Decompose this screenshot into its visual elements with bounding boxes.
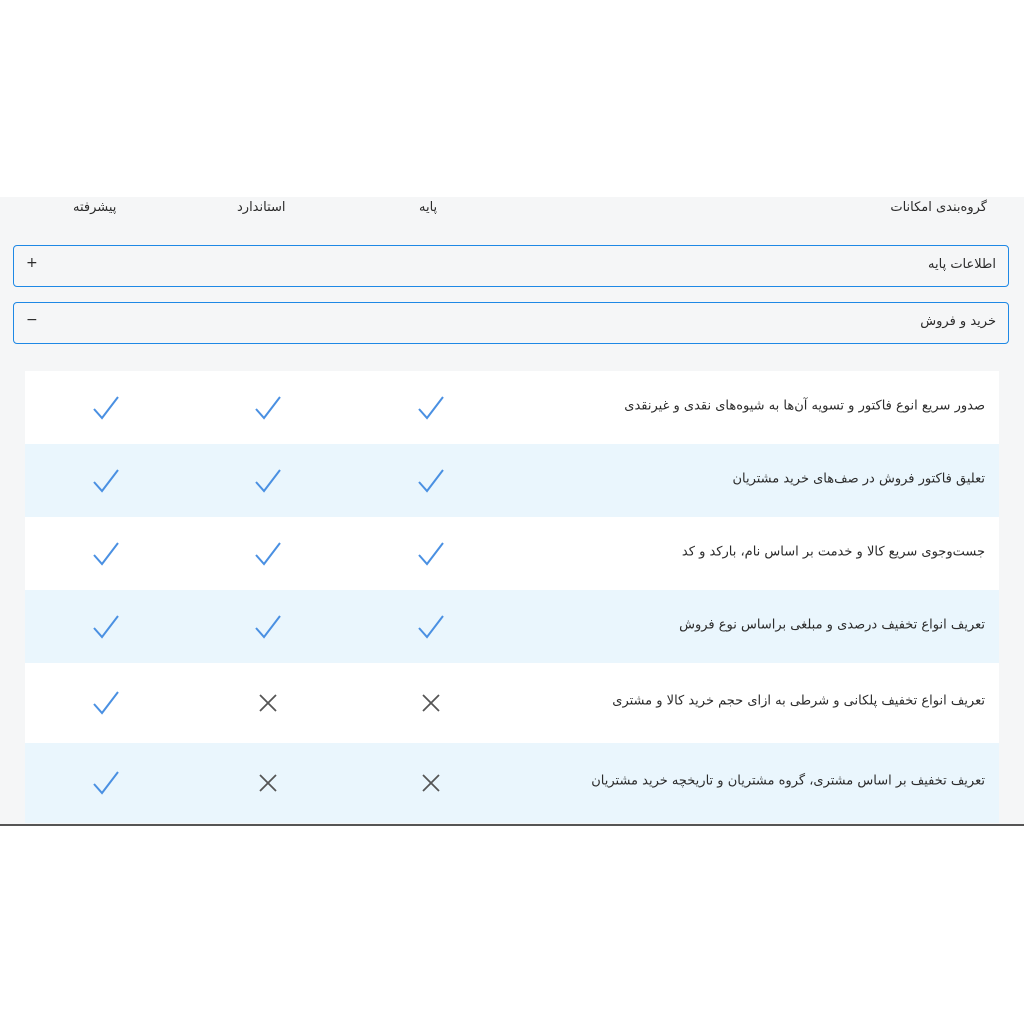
cross-icon <box>254 689 282 717</box>
feature-row <box>25 444 999 517</box>
cross-icon <box>417 689 445 717</box>
check-icon <box>417 394 445 422</box>
feature-label: صدور سریع انوع فاکتور و تسویه آن‌ها به شیوه‌های نقدی و غیرنقدی <box>624 397 985 413</box>
check-icon <box>254 394 282 422</box>
feature-label: جست‌وجوی سریع کالا و خدمت بر اساس نام، بارکد و کد <box>681 543 985 559</box>
check-icon <box>92 540 120 568</box>
check-icon <box>417 613 445 641</box>
feature-row <box>25 663 999 743</box>
check-icon <box>417 467 445 495</box>
feature-group-header: گروه‌بندی امکانات <box>890 200 987 215</box>
feature-row <box>25 371 999 444</box>
expand-icon[interactable]: + <box>26 255 38 271</box>
check-icon <box>254 613 282 641</box>
feature-label: تعریف انواع تخفیف درصدی و مبلغی براساس نوع فروش <box>679 616 985 632</box>
accordion-buy-sell[interactable] <box>13 302 1009 344</box>
accordion-title: خرید و فروش <box>920 314 996 329</box>
plan-standard-header: استاندارد <box>237 200 286 215</box>
check-icon <box>92 394 120 422</box>
accordion-title: اطلاعات پایه <box>928 257 996 272</box>
comparison-panel <box>0 197 1024 825</box>
feature-label: تعریف انواع تخفیف پلکانی و شرطی به ازای حجم خرید کالا و مشتری <box>612 693 985 709</box>
check-icon <box>254 467 282 495</box>
cross-icon <box>417 769 445 797</box>
accordion-basic-info[interactable] <box>13 245 1009 287</box>
collapse-icon[interactable]: − <box>26 312 38 328</box>
feature-row <box>25 743 999 823</box>
feature-label: تعریف تخفیف بر اساس مشتری، گروه مشتریان و تاریخچه خرید مشتریان <box>591 773 985 789</box>
feature-table <box>25 371 999 823</box>
check-icon <box>92 467 120 495</box>
check-icon <box>92 613 120 641</box>
plan-basic-header: پایه <box>419 200 438 215</box>
check-icon <box>254 540 282 568</box>
check-icon <box>92 689 120 717</box>
feature-row <box>25 590 999 663</box>
divider <box>0 824 1024 826</box>
feature-row <box>25 517 999 590</box>
feature-label: تعلیق فاکتور فروش در صف‌های خرید مشتریان <box>732 470 985 486</box>
plan-header-row <box>0 197 1024 221</box>
check-icon <box>417 540 445 568</box>
check-icon <box>92 769 120 797</box>
plan-advanced-header: پیشرفته <box>73 200 117 215</box>
cross-icon <box>254 769 282 797</box>
